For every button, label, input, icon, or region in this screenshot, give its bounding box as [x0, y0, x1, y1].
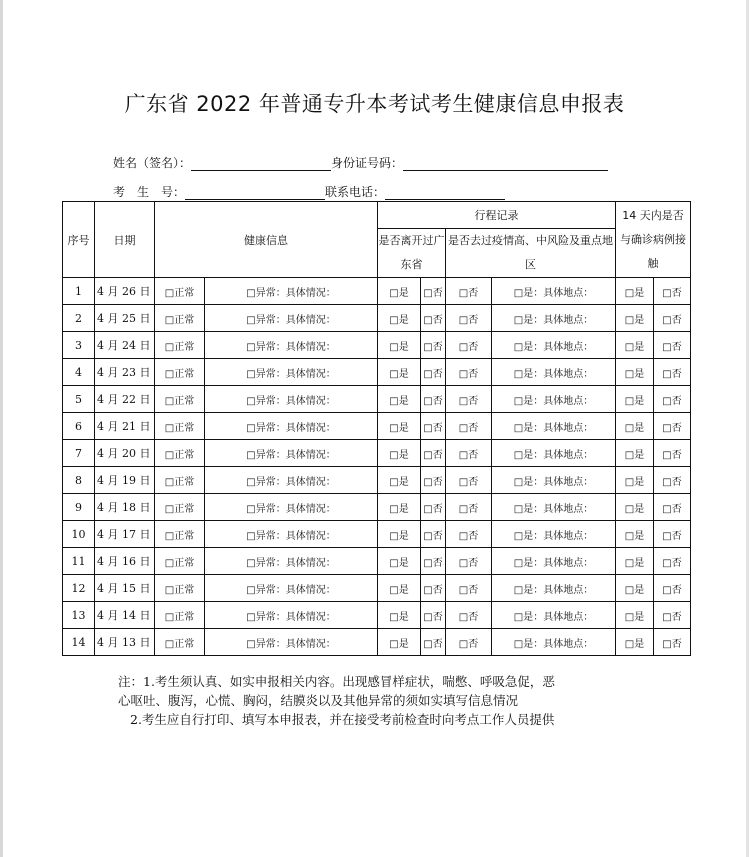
risk-area-yes-checkbox[interactable]: □是：具体地点：	[492, 332, 616, 359]
contact-no-checkbox[interactable]: □否	[654, 521, 691, 548]
risk-area-no-checkbox[interactable]: □否	[446, 629, 492, 656]
left-gd-yes-checkbox[interactable]: □是	[378, 413, 421, 440]
left-gd-no-checkbox[interactable]: □否	[421, 602, 446, 629]
left-gd-yes-checkbox[interactable]: □是	[378, 278, 421, 305]
risk-area-no-checkbox[interactable]: □否	[446, 575, 492, 602]
left-gd-yes-checkbox[interactable]: □是	[378, 332, 421, 359]
left-gd-no-checkbox[interactable]: □否	[421, 278, 446, 305]
risk-area-yes-checkbox[interactable]: □是：具体地点：	[492, 359, 616, 386]
risk-area-yes-checkbox[interactable]: □是：具体地点：	[492, 548, 616, 575]
contact-no-checkbox[interactable]: □否	[654, 413, 691, 440]
left-gd-no-checkbox[interactable]: □否	[421, 359, 446, 386]
abnormal-checkbox[interactable]: □异常：具体情况：	[205, 548, 378, 575]
form-title: 广东省 2022 年普通专升本考试考生健康信息申报表	[124, 92, 625, 116]
table-row	[63, 467, 691, 494]
normal-checkbox[interactable]: □正常	[155, 602, 205, 629]
normal-checkbox[interactable]: □正常	[155, 548, 205, 575]
risk-area-yes-checkbox[interactable]: □是：具体地点：	[492, 305, 616, 332]
left-gd-yes-checkbox[interactable]: □是	[378, 575, 421, 602]
left-gd-yes-checkbox[interactable]: □是	[378, 386, 421, 413]
risk-area-yes-checkbox[interactable]: □是：具体地点：	[492, 521, 616, 548]
header-itinerary: 行程记录	[378, 202, 616, 229]
normal-checkbox[interactable]: □正常	[155, 413, 205, 440]
id-field[interactable]	[403, 158, 608, 171]
abnormal-checkbox[interactable]: □异常：具体情况：	[205, 440, 378, 467]
abnormal-checkbox[interactable]: □异常：具体情况：	[205, 332, 378, 359]
left-gd-yes-checkbox[interactable]: □是	[378, 494, 421, 521]
risk-area-no-checkbox[interactable]: □否	[446, 521, 492, 548]
left-gd-no-checkbox[interactable]: □否	[421, 332, 446, 359]
risk-area-no-checkbox[interactable]: □否	[446, 602, 492, 629]
table-row	[63, 440, 691, 467]
row-seq: 12	[63, 575, 95, 602]
table-row	[63, 548, 691, 575]
left-gd-no-checkbox[interactable]: □否	[421, 386, 446, 413]
left-gd-yes-checkbox[interactable]: □是	[378, 602, 421, 629]
row-date: 4 月 19 日	[95, 467, 155, 494]
normal-checkbox[interactable]: □正常	[155, 386, 205, 413]
contact-no-checkbox[interactable]: □否	[654, 629, 691, 656]
abnormal-checkbox[interactable]: □异常：具体情况：	[205, 629, 378, 656]
table-row	[63, 629, 691, 656]
contact-yes-checkbox[interactable]: □是	[616, 629, 654, 656]
contact-yes-checkbox[interactable]: □是	[616, 440, 654, 467]
row-date: 4 月 24 日	[95, 332, 155, 359]
phone-label: 联系电话：	[325, 185, 386, 199]
risk-area-no-checkbox[interactable]: □否	[446, 494, 492, 521]
table-row	[63, 386, 691, 413]
contact-yes-checkbox[interactable]: □是	[616, 521, 654, 548]
header-contact-14: 14 天内是否与确诊病例接触	[616, 202, 691, 278]
table-row	[63, 602, 691, 629]
row-seq: 8	[63, 467, 95, 494]
left-gd-no-checkbox[interactable]: □否	[421, 413, 446, 440]
normal-checkbox[interactable]: □正常	[155, 440, 205, 467]
contact-no-checkbox[interactable]: □否	[654, 278, 691, 305]
normal-checkbox[interactable]: □正常	[155, 332, 205, 359]
left-gd-no-checkbox[interactable]: □否	[421, 467, 446, 494]
table-row	[63, 359, 691, 386]
row-seq: 5	[63, 386, 95, 413]
left-gd-no-checkbox[interactable]: □否	[421, 629, 446, 656]
row-date: 4 月 22 日	[95, 386, 155, 413]
row-date: 4 月 15 日	[95, 575, 155, 602]
table-row	[63, 278, 691, 305]
row-seq: 6	[63, 413, 95, 440]
contact-yes-checkbox[interactable]: □是	[616, 494, 654, 521]
contact-no-checkbox[interactable]: □否	[654, 440, 691, 467]
risk-area-yes-checkbox[interactable]: □是：具体地点：	[492, 413, 616, 440]
row-date: 4 月 16 日	[95, 548, 155, 575]
risk-area-yes-checkbox[interactable]: □是：具体地点：	[492, 494, 616, 521]
risk-area-yes-checkbox[interactable]: □是：具体地点：	[492, 440, 616, 467]
left-gd-yes-checkbox[interactable]: □是	[378, 305, 421, 332]
row-seq: 2	[63, 305, 95, 332]
row-date: 4 月 25 日	[95, 305, 155, 332]
abnormal-checkbox[interactable]: □异常：具体情况：	[205, 359, 378, 386]
table-header	[63, 202, 691, 278]
contact-yes-checkbox[interactable]: □是	[616, 575, 654, 602]
row-date: 4 月 17 日	[95, 521, 155, 548]
risk-area-yes-checkbox[interactable]: □是：具体地点：	[492, 575, 616, 602]
normal-checkbox[interactable]: □正常	[155, 359, 205, 386]
info-row-1	[113, 154, 608, 171]
left-gd-no-checkbox[interactable]: □否	[421, 575, 446, 602]
row-date: 4 月 21 日	[95, 413, 155, 440]
notes	[118, 672, 658, 729]
contact-yes-checkbox[interactable]: □是	[616, 467, 654, 494]
table-body	[63, 278, 691, 656]
contact-yes-checkbox[interactable]: □是	[616, 305, 654, 332]
name-label: 姓名（签名）：	[113, 156, 192, 170]
normal-checkbox[interactable]: □正常	[155, 575, 205, 602]
abnormal-checkbox[interactable]: □异常：具体情况：	[205, 467, 378, 494]
note-line-3: 2.考生应自行打印、填写本申报表，并在接受考前检查时向考点工作人员提供	[130, 712, 555, 727]
left-gd-no-checkbox[interactable]: □否	[421, 494, 446, 521]
abnormal-checkbox[interactable]: □异常：具体情况：	[205, 278, 378, 305]
table-row	[63, 305, 691, 332]
row-date: 4 月 26 日	[95, 278, 155, 305]
risk-area-yes-checkbox[interactable]: □是：具体地点：	[492, 602, 616, 629]
left-gd-yes-checkbox[interactable]: □是	[378, 629, 421, 656]
abnormal-checkbox[interactable]: □异常：具体情况：	[205, 413, 378, 440]
note-line-2: 心呕吐、腹泻，心慌、胸闷，结膜炎以及其他异常的须如实填写信息情况	[118, 693, 519, 708]
id-label: 身份证号码：	[331, 156, 404, 170]
contact-no-checkbox[interactable]: □否	[654, 386, 691, 413]
left-gd-yes-checkbox[interactable]: □是	[378, 521, 421, 548]
contact-yes-checkbox[interactable]: □是	[616, 359, 654, 386]
normal-checkbox[interactable]: □正常	[155, 278, 205, 305]
exam-no-label: 考 生 号：	[113, 185, 186, 199]
header-seq: 序号	[63, 202, 95, 278]
row-seq: 9	[63, 494, 95, 521]
left-gd-yes-checkbox[interactable]: □是	[378, 359, 421, 386]
info-row-2	[113, 183, 505, 200]
risk-area-yes-checkbox[interactable]: □是：具体地点：	[492, 278, 616, 305]
health-declaration-table	[62, 201, 691, 656]
row-seq: 7	[63, 440, 95, 467]
row-seq: 13	[63, 602, 95, 629]
row-seq: 11	[63, 548, 95, 575]
contact-yes-checkbox[interactable]: □是	[616, 413, 654, 440]
contact-no-checkbox[interactable]: □否	[654, 467, 691, 494]
contact-no-checkbox[interactable]: □否	[654, 305, 691, 332]
risk-area-no-checkbox[interactable]: □否	[446, 440, 492, 467]
abnormal-checkbox[interactable]: □异常：具体情况：	[205, 521, 378, 548]
normal-checkbox[interactable]: □正常	[155, 305, 205, 332]
risk-area-no-checkbox[interactable]: □否	[446, 467, 492, 494]
abnormal-checkbox[interactable]: □异常：具体情况：	[205, 575, 378, 602]
normal-checkbox[interactable]: □正常	[155, 467, 205, 494]
table-row	[63, 575, 691, 602]
left-gd-yes-checkbox[interactable]: □是	[378, 467, 421, 494]
left-gd-no-checkbox[interactable]: □否	[421, 440, 446, 467]
contact-no-checkbox[interactable]: □否	[654, 548, 691, 575]
name-field[interactable]	[191, 158, 331, 171]
contact-no-checkbox[interactable]: □否	[654, 359, 691, 386]
note-line-1: 注：1.考生须认真、如实申报相关内容。出现感冒样症状，喘憋、呼吸急促，恶	[118, 674, 555, 689]
contact-no-checkbox[interactable]: □否	[654, 332, 691, 359]
row-seq: 14	[63, 629, 95, 656]
header-date: 日期	[95, 202, 155, 278]
risk-area-no-checkbox[interactable]: □否	[446, 305, 492, 332]
header-left-guangdong: 是否离开过广东省	[378, 229, 446, 278]
table-row	[63, 332, 691, 359]
left-gd-yes-checkbox[interactable]: □是	[378, 440, 421, 467]
contact-yes-checkbox[interactable]: □是	[616, 386, 654, 413]
left-gd-yes-checkbox[interactable]: □是	[378, 548, 421, 575]
row-seq: 10	[63, 521, 95, 548]
table-row	[63, 521, 691, 548]
contact-yes-checkbox[interactable]: □是	[616, 278, 654, 305]
exam-no-field[interactable]	[185, 187, 325, 200]
risk-area-no-checkbox[interactable]: □否	[446, 548, 492, 575]
normal-checkbox[interactable]: □正常	[155, 494, 205, 521]
row-seq: 4	[63, 359, 95, 386]
risk-area-yes-checkbox[interactable]: □是：具体地点：	[492, 467, 616, 494]
contact-no-checkbox[interactable]: □否	[654, 575, 691, 602]
phone-field[interactable]	[385, 187, 505, 200]
row-date: 4 月 13 日	[95, 629, 155, 656]
abnormal-checkbox[interactable]: □异常：具体情况：	[205, 305, 378, 332]
row-date: 4 月 18 日	[95, 494, 155, 521]
contact-no-checkbox[interactable]: □否	[654, 494, 691, 521]
left-gd-no-checkbox[interactable]: □否	[421, 548, 446, 575]
header-risk-area: 是否去过疫情高、中风险及重点地区	[446, 229, 616, 278]
normal-checkbox[interactable]: □正常	[155, 629, 205, 656]
risk-area-no-checkbox[interactable]: □否	[446, 413, 492, 440]
contact-no-checkbox[interactable]: □否	[654, 602, 691, 629]
row-seq: 1	[63, 278, 95, 305]
risk-area-no-checkbox[interactable]: □否	[446, 278, 492, 305]
contact-yes-checkbox[interactable]: □是	[616, 548, 654, 575]
risk-area-no-checkbox[interactable]: □否	[446, 359, 492, 386]
contact-yes-checkbox[interactable]: □是	[616, 332, 654, 359]
row-seq: 3	[63, 332, 95, 359]
left-gd-no-checkbox[interactable]: □否	[421, 521, 446, 548]
header-health: 健康信息	[155, 202, 378, 278]
table-row	[63, 413, 691, 440]
contact-yes-checkbox[interactable]: □是	[616, 602, 654, 629]
row-date: 4 月 23 日	[95, 359, 155, 386]
table-row	[63, 494, 691, 521]
left-gd-no-checkbox[interactable]: □否	[421, 305, 446, 332]
normal-checkbox[interactable]: □正常	[155, 521, 205, 548]
abnormal-checkbox[interactable]: □异常：具体情况：	[205, 602, 378, 629]
risk-area-yes-checkbox[interactable]: □是：具体地点：	[492, 386, 616, 413]
row-date: 4 月 14 日	[95, 602, 155, 629]
risk-area-yes-checkbox[interactable]: □是：具体地点：	[492, 629, 616, 656]
abnormal-checkbox[interactable]: □异常：具体情况：	[205, 494, 378, 521]
risk-area-no-checkbox[interactable]: □否	[446, 386, 492, 413]
row-date: 4 月 20 日	[95, 440, 155, 467]
risk-area-no-checkbox[interactable]: □否	[446, 332, 492, 359]
abnormal-checkbox[interactable]: □异常：具体情况：	[205, 386, 378, 413]
